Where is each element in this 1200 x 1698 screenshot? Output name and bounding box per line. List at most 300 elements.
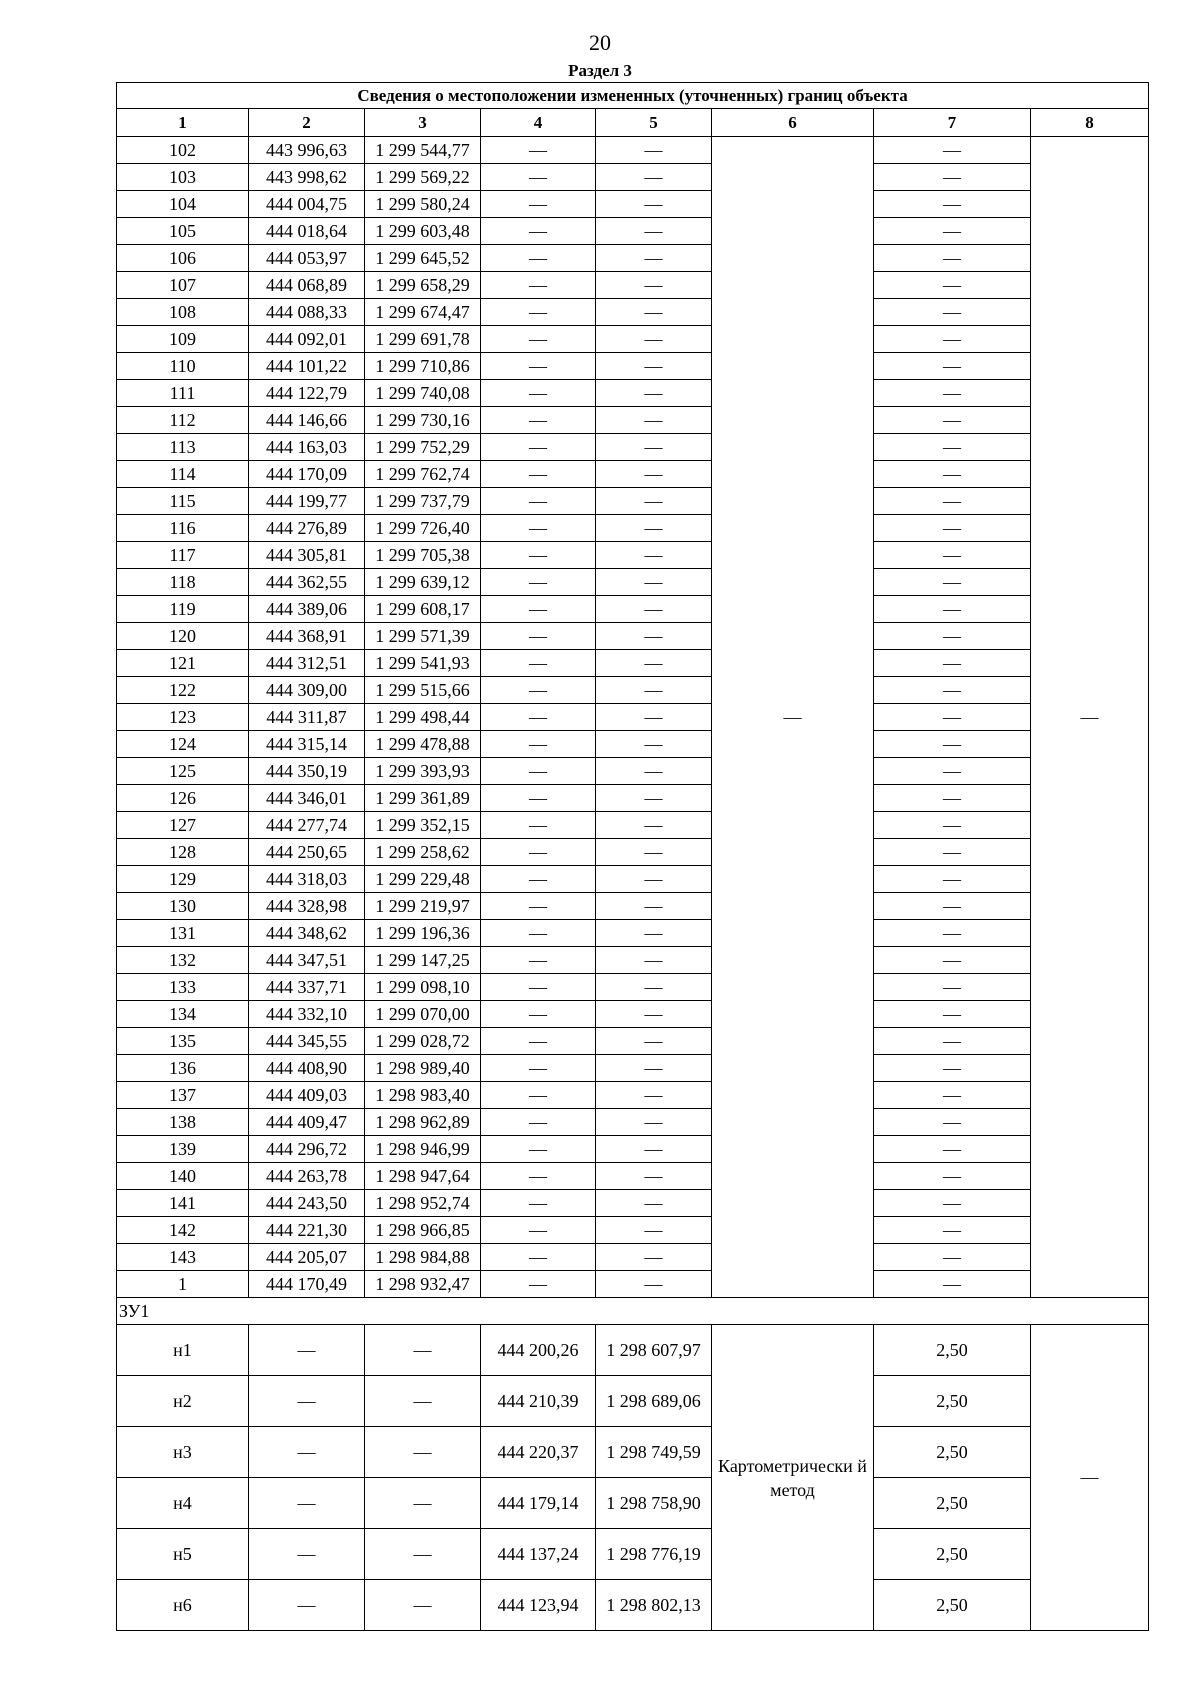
coord-y-new: — — [596, 785, 712, 812]
coord-x-new: — — [481, 947, 596, 974]
point-number: 131 — [117, 920, 249, 947]
coord-x-new: — — [481, 1055, 596, 1082]
accuracy-cell: 2,50 — [874, 1478, 1031, 1529]
coord-x-existing: 444 221,30 — [249, 1217, 365, 1244]
coord-x-new: — — [481, 461, 596, 488]
coord-y-existing: 1 298 984,88 — [365, 1244, 481, 1271]
coord-y-new: — — [596, 704, 712, 731]
coord-x-existing: 444 296,72 — [249, 1136, 365, 1163]
accuracy-cell: — — [874, 677, 1031, 704]
coord-y-existing: 1 299 498,44 — [365, 704, 481, 731]
coord-x-existing: 444 311,87 — [249, 704, 365, 731]
coord-x-new: — — [481, 677, 596, 704]
coord-y-existing: 1 299 196,36 — [365, 920, 481, 947]
point-number: н5 — [117, 1529, 249, 1580]
accuracy-cell: — — [874, 1163, 1031, 1190]
coord-y-existing: 1 298 932,47 — [365, 1271, 481, 1298]
table-row — [117, 839, 1149, 866]
point-number: 137 — [117, 1082, 249, 1109]
coord-x-new: — — [481, 1244, 596, 1271]
accuracy-cell: — — [874, 542, 1031, 569]
coord-y-new: 1 298 758,90 — [596, 1478, 712, 1529]
coord-y-existing: 1 299 674,47 — [365, 299, 481, 326]
accuracy-cell: — — [874, 1136, 1031, 1163]
table-row — [117, 920, 1149, 947]
point-number: 111 — [117, 380, 249, 407]
coord-y-new: — — [596, 758, 712, 785]
coord-y-existing: — — [365, 1478, 481, 1529]
coord-y-new: — — [596, 1244, 712, 1271]
table-row — [117, 1190, 1149, 1217]
coord-y-existing: — — [365, 1325, 481, 1376]
coord-y-existing: — — [365, 1427, 481, 1478]
table-row — [117, 1376, 1149, 1427]
accuracy-cell: — — [874, 407, 1031, 434]
coord-x-new: — — [481, 245, 596, 272]
accuracy-cell: — — [874, 191, 1031, 218]
coord-y-new: — — [596, 920, 712, 947]
table-row — [117, 1478, 1149, 1529]
accuracy-cell: 2,50 — [874, 1529, 1031, 1580]
accuracy-cell: 2,50 — [874, 1376, 1031, 1427]
coord-y-existing: — — [365, 1376, 481, 1427]
point-number: 135 — [117, 1028, 249, 1055]
coord-y-existing: 1 299 229,48 — [365, 866, 481, 893]
coord-x-new: — — [481, 1136, 596, 1163]
accuracy-cell: — — [874, 1271, 1031, 1298]
description-cell: — — [1031, 137, 1149, 1298]
table-row — [117, 974, 1149, 1001]
coord-y-existing: 1 298 947,64 — [365, 1163, 481, 1190]
coord-y-new: — — [596, 515, 712, 542]
coord-y-new: — — [596, 488, 712, 515]
coord-y-new: 1 298 776,19 — [596, 1529, 712, 1580]
coord-x-new: — — [481, 650, 596, 677]
point-number: 106 — [117, 245, 249, 272]
coord-x-new: — — [481, 1109, 596, 1136]
coord-y-new: — — [596, 623, 712, 650]
page-number: 20 — [589, 30, 611, 55]
coord-x-existing: 444 205,07 — [249, 1244, 365, 1271]
table-row — [117, 569, 1149, 596]
accuracy-cell: — — [874, 461, 1031, 488]
coord-y-new: — — [596, 1136, 712, 1163]
point-number: 134 — [117, 1001, 249, 1028]
coord-y-new: — — [596, 677, 712, 704]
table-row — [117, 245, 1149, 272]
accuracy-cell: — — [874, 1028, 1031, 1055]
coord-x-new: — — [481, 839, 596, 866]
coord-y-new: — — [596, 1082, 712, 1109]
coord-x-new: — — [481, 542, 596, 569]
accuracy-cell: — — [874, 434, 1031, 461]
coord-x-new: — — [481, 812, 596, 839]
coord-y-existing: 1 299 147,25 — [365, 947, 481, 974]
coord-y-new: — — [596, 974, 712, 1001]
coord-y-new: — — [596, 947, 712, 974]
coord-y-existing: 1 298 946,99 — [365, 1136, 481, 1163]
table-row — [117, 1580, 1149, 1631]
coord-x-existing: 444 170,09 — [249, 461, 365, 488]
accuracy-cell: — — [874, 326, 1031, 353]
table-body — [117, 83, 1149, 1631]
coord-x-new: — — [481, 1190, 596, 1217]
coord-x-existing: 444 348,62 — [249, 920, 365, 947]
parcel-label: ЗУ1 — [117, 1298, 1149, 1325]
column-number-row — [117, 109, 1149, 137]
coord-y-existing: 1 299 028,72 — [365, 1028, 481, 1055]
coord-y-new: — — [596, 1217, 712, 1244]
coord-x-existing: 444 170,49 — [249, 1271, 365, 1298]
coord-x-new: — — [481, 893, 596, 920]
coord-y-new: — — [596, 893, 712, 920]
point-number: 120 — [117, 623, 249, 650]
coord-y-new: — — [596, 272, 712, 299]
point-number: 117 — [117, 542, 249, 569]
point-number: 139 — [117, 1136, 249, 1163]
table-row — [117, 1055, 1149, 1082]
coord-x-existing: 444 309,00 — [249, 677, 365, 704]
coord-x-existing: — — [249, 1325, 365, 1376]
coord-x-existing: 444 346,01 — [249, 785, 365, 812]
description-cell: — — [1031, 1325, 1149, 1631]
coord-y-existing: — — [365, 1529, 481, 1580]
table-row — [117, 1325, 1149, 1376]
point-number: 110 — [117, 353, 249, 380]
point-number: 140 — [117, 1163, 249, 1190]
table-row — [117, 380, 1149, 407]
coord-x-existing: 444 053,97 — [249, 245, 365, 272]
table-row — [117, 947, 1149, 974]
table-row — [117, 812, 1149, 839]
coord-x-existing: 444 092,01 — [249, 326, 365, 353]
coord-x-existing: 444 101,22 — [249, 353, 365, 380]
point-number: 122 — [117, 677, 249, 704]
accuracy-cell: — — [874, 515, 1031, 542]
column-number: 2 — [249, 109, 365, 137]
coord-y-existing: 1 298 989,40 — [365, 1055, 481, 1082]
table-row — [117, 623, 1149, 650]
coord-y-new: — — [596, 245, 712, 272]
coord-y-new: — — [596, 1163, 712, 1190]
coord-y-existing: 1 299 603,48 — [365, 218, 481, 245]
coord-y-new: — — [596, 866, 712, 893]
coord-x-existing: 444 350,19 — [249, 758, 365, 785]
coord-x-existing: 444 318,03 — [249, 866, 365, 893]
point-number: 116 — [117, 515, 249, 542]
coord-y-new: — — [596, 137, 712, 164]
accuracy-cell: — — [874, 488, 1031, 515]
point-number: 105 — [117, 218, 249, 245]
coord-y-new: — — [596, 1271, 712, 1298]
table-row — [117, 1427, 1149, 1478]
coord-x-existing: 444 312,51 — [249, 650, 365, 677]
point-number: 109 — [117, 326, 249, 353]
coord-x-new: — — [481, 137, 596, 164]
coord-x-existing: 444 263,78 — [249, 1163, 365, 1190]
coord-x-existing: 444 277,74 — [249, 812, 365, 839]
coord-x-new: 444 210,39 — [481, 1376, 596, 1427]
coord-x-existing: 444 328,98 — [249, 893, 365, 920]
coord-x-existing: 444 068,89 — [249, 272, 365, 299]
coord-y-existing: 1 299 569,22 — [365, 164, 481, 191]
table-caption: Сведения о местоположении измененных (уточненных) границ объекта — [117, 83, 1149, 109]
coord-y-new: — — [596, 299, 712, 326]
point-number: 108 — [117, 299, 249, 326]
coord-x-existing: 444 315,14 — [249, 731, 365, 758]
coord-y-new: — — [596, 218, 712, 245]
table-row — [117, 1001, 1149, 1028]
table-row — [117, 650, 1149, 677]
point-number: 107 — [117, 272, 249, 299]
coord-x-existing: 444 199,77 — [249, 488, 365, 515]
coord-x-existing: 444 337,71 — [249, 974, 365, 1001]
coord-x-existing: 444 408,90 — [249, 1055, 365, 1082]
coord-x-existing: 443 998,62 — [249, 164, 365, 191]
point-number: 141 — [117, 1190, 249, 1217]
coord-y-existing: 1 299 705,38 — [365, 542, 481, 569]
point-number: 102 — [117, 137, 249, 164]
coord-y-existing: 1 299 639,12 — [365, 569, 481, 596]
coord-y-existing: 1 299 691,78 — [365, 326, 481, 353]
table-row — [117, 1028, 1149, 1055]
coord-y-new: — — [596, 812, 712, 839]
coord-y-existing: 1 299 070,00 — [365, 1001, 481, 1028]
table-row — [117, 1217, 1149, 1244]
coord-y-existing: 1 299 258,62 — [365, 839, 481, 866]
accuracy-cell: — — [874, 866, 1031, 893]
coord-x-existing: 444 409,03 — [249, 1082, 365, 1109]
coord-y-new: — — [596, 461, 712, 488]
accuracy-cell: — — [874, 974, 1031, 1001]
coord-x-existing: 444 362,55 — [249, 569, 365, 596]
coord-y-existing: 1 299 580,24 — [365, 191, 481, 218]
coord-x-new: 444 200,26 — [481, 1325, 596, 1376]
point-number: 123 — [117, 704, 249, 731]
coord-x-existing: — — [249, 1580, 365, 1631]
coord-x-new: — — [481, 731, 596, 758]
coord-y-existing: 1 299 352,15 — [365, 812, 481, 839]
coord-y-existing: 1 298 962,89 — [365, 1109, 481, 1136]
coord-y-existing: 1 299 361,89 — [365, 785, 481, 812]
point-number: 125 — [117, 758, 249, 785]
point-number: 103 — [117, 164, 249, 191]
table-caption-row — [117, 83, 1149, 109]
coord-x-new: — — [481, 488, 596, 515]
table-row — [117, 1271, 1149, 1298]
coord-x-new: — — [481, 218, 596, 245]
coord-y-new: — — [596, 1028, 712, 1055]
coord-y-existing: 1 299 544,77 — [365, 137, 481, 164]
coord-y-existing: 1 299 737,79 — [365, 488, 481, 515]
accuracy-cell: — — [874, 1109, 1031, 1136]
coord-x-new: — — [481, 785, 596, 812]
coord-y-new: 1 298 689,06 — [596, 1376, 712, 1427]
coord-x-existing: 444 409,47 — [249, 1109, 365, 1136]
point-number: 127 — [117, 812, 249, 839]
coord-y-new: — — [596, 1055, 712, 1082]
coord-x-existing: 444 368,91 — [249, 623, 365, 650]
accuracy-cell: 2,50 — [874, 1427, 1031, 1478]
accuracy-cell: — — [874, 1244, 1031, 1271]
coord-x-new: — — [481, 704, 596, 731]
coord-x-existing: — — [249, 1529, 365, 1580]
accuracy-cell: — — [874, 245, 1031, 272]
accuracy-cell: — — [874, 812, 1031, 839]
coord-y-existing: 1 299 393,93 — [365, 758, 481, 785]
coord-y-new: — — [596, 164, 712, 191]
accuracy-cell: — — [874, 839, 1031, 866]
accuracy-cell: — — [874, 1055, 1031, 1082]
coord-x-new: — — [481, 920, 596, 947]
accuracy-cell: — — [874, 785, 1031, 812]
coord-x-new: — — [481, 1217, 596, 1244]
coord-y-new: — — [596, 596, 712, 623]
point-number: н3 — [117, 1427, 249, 1478]
coord-y-existing: 1 299 740,08 — [365, 380, 481, 407]
boundary-coordinates-table — [116, 82, 1149, 1631]
coord-y-new: — — [596, 569, 712, 596]
method-cell: Картометрически й метод — [712, 1325, 874, 1631]
coord-y-new: — — [596, 1001, 712, 1028]
table-row — [117, 191, 1149, 218]
coord-x-new: — — [481, 569, 596, 596]
column-number: 6 — [712, 109, 874, 137]
coord-y-new: — — [596, 650, 712, 677]
coord-y-new: 1 298 749,59 — [596, 1427, 712, 1478]
coord-y-existing: 1 299 478,88 — [365, 731, 481, 758]
coord-x-existing: 444 088,33 — [249, 299, 365, 326]
coord-y-existing: 1 299 571,39 — [365, 623, 481, 650]
accuracy-cell: — — [874, 164, 1031, 191]
table-row — [117, 596, 1149, 623]
table-row — [117, 272, 1149, 299]
point-number: 143 — [117, 1244, 249, 1271]
coord-x-new: — — [481, 191, 596, 218]
table-row — [117, 1082, 1149, 1109]
coord-x-new: — — [481, 1271, 596, 1298]
coord-x-existing: 444 347,51 — [249, 947, 365, 974]
coord-x-new: 444 179,14 — [481, 1478, 596, 1529]
accuracy-cell: 2,50 — [874, 1325, 1031, 1376]
point-number: 115 — [117, 488, 249, 515]
coord-x-existing: 444 004,75 — [249, 191, 365, 218]
point-number: н1 — [117, 1325, 249, 1376]
coord-x-new: — — [481, 1163, 596, 1190]
accuracy-cell: — — [874, 893, 1031, 920]
accuracy-cell: — — [874, 1082, 1031, 1109]
point-number: 119 — [117, 596, 249, 623]
point-number: 113 — [117, 434, 249, 461]
table-row — [117, 1163, 1149, 1190]
parcel-label-row — [117, 1298, 1149, 1325]
coord-y-new: — — [596, 353, 712, 380]
table-row — [117, 1529, 1149, 1580]
coord-x-existing: 443 996,63 — [249, 137, 365, 164]
point-number: 142 — [117, 1217, 249, 1244]
point-number: 1 — [117, 1271, 249, 1298]
coord-y-existing: 1 298 983,40 — [365, 1082, 481, 1109]
coord-x-existing: — — [249, 1427, 365, 1478]
table-row — [117, 353, 1149, 380]
accuracy-cell: — — [874, 758, 1031, 785]
coord-x-new: 444 137,24 — [481, 1529, 596, 1580]
coord-y-existing: 1 299 645,52 — [365, 245, 481, 272]
table-row — [117, 461, 1149, 488]
coord-y-new: — — [596, 326, 712, 353]
coord-x-new: — — [481, 299, 596, 326]
table-row — [117, 137, 1149, 164]
column-number: 8 — [1031, 109, 1149, 137]
coord-x-new: — — [481, 272, 596, 299]
coord-x-new: — — [481, 164, 596, 191]
coord-y-new: — — [596, 407, 712, 434]
accuracy-cell: — — [874, 596, 1031, 623]
coord-x-new: — — [481, 1001, 596, 1028]
coord-x-new: — — [481, 515, 596, 542]
table-row — [117, 326, 1149, 353]
point-number: 130 — [117, 893, 249, 920]
coord-x-new: — — [481, 758, 596, 785]
coord-x-existing: — — [249, 1376, 365, 1427]
table-row — [117, 515, 1149, 542]
coord-y-existing: 1 299 219,97 — [365, 893, 481, 920]
table-row — [117, 731, 1149, 758]
column-number: 4 — [481, 109, 596, 137]
point-number: 136 — [117, 1055, 249, 1082]
coord-x-new: — — [481, 866, 596, 893]
coord-x-existing: 444 018,64 — [249, 218, 365, 245]
coord-x-existing: 444 389,06 — [249, 596, 365, 623]
coord-y-new: — — [596, 1109, 712, 1136]
point-number: 104 — [117, 191, 249, 218]
coord-y-new: — — [596, 839, 712, 866]
accuracy-cell: — — [874, 569, 1031, 596]
coord-x-new: — — [481, 353, 596, 380]
point-number: 129 — [117, 866, 249, 893]
point-number: 126 — [117, 785, 249, 812]
coord-y-existing: 1 299 515,66 — [365, 677, 481, 704]
accuracy-cell: — — [874, 272, 1031, 299]
point-number: н6 — [117, 1580, 249, 1631]
accuracy-cell: — — [874, 1001, 1031, 1028]
accuracy-cell: — — [874, 920, 1031, 947]
column-number: 3 — [365, 109, 481, 137]
coord-x-new: 444 220,37 — [481, 1427, 596, 1478]
table-row — [117, 1109, 1149, 1136]
table-row — [117, 407, 1149, 434]
table-row — [117, 677, 1149, 704]
coord-y-new: 1 298 607,97 — [596, 1325, 712, 1376]
point-number: 124 — [117, 731, 249, 758]
accuracy-cell: — — [874, 947, 1031, 974]
coord-x-new: — — [481, 596, 596, 623]
accuracy-cell: — — [874, 380, 1031, 407]
coord-x-new: — — [481, 326, 596, 353]
coord-y-existing: 1 299 608,17 — [365, 596, 481, 623]
coord-x-existing: 444 345,55 — [249, 1028, 365, 1055]
coord-x-existing: 444 305,81 — [249, 542, 365, 569]
table-row — [117, 299, 1149, 326]
coord-x-new: — — [481, 434, 596, 461]
column-number: 1 — [117, 109, 249, 137]
coord-y-existing: 1 299 658,29 — [365, 272, 481, 299]
point-number: 133 — [117, 974, 249, 1001]
point-number: 128 — [117, 839, 249, 866]
coord-y-new: — — [596, 434, 712, 461]
accuracy-cell: — — [874, 1190, 1031, 1217]
point-number: 138 — [117, 1109, 249, 1136]
